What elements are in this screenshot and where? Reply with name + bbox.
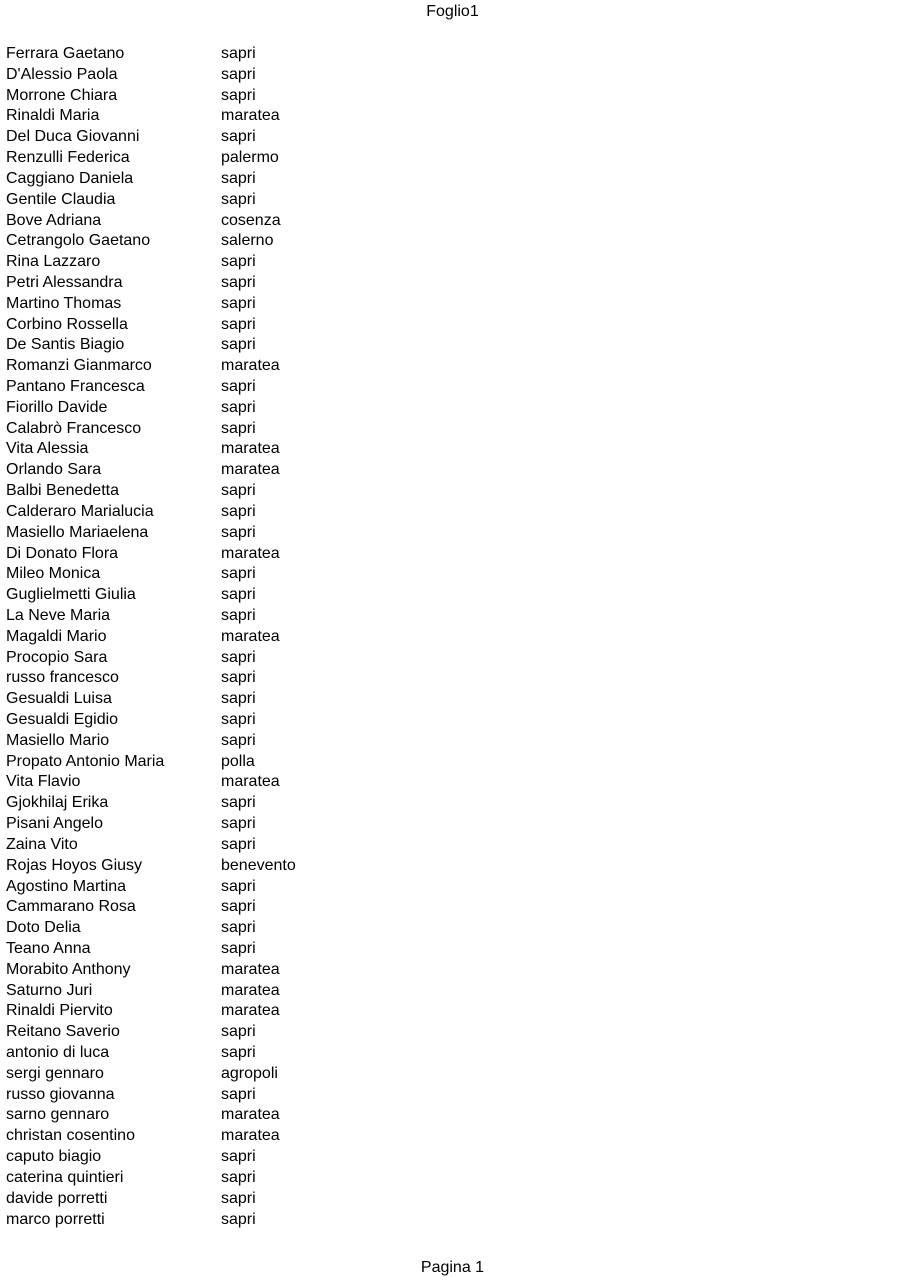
person-name: Martino Thomas bbox=[6, 294, 122, 312]
person-name: Teano Anna bbox=[6, 939, 91, 957]
city-name: maratea bbox=[221, 461, 280, 479]
city-name: sapri bbox=[221, 1148, 256, 1166]
person-name: christan cosentino bbox=[6, 1127, 135, 1145]
city-name: sapri bbox=[221, 398, 256, 416]
person-name: Calderaro Marialucia bbox=[6, 502, 154, 520]
city-name: sapri bbox=[221, 169, 256, 187]
person-name: Morabito Anthony bbox=[6, 960, 131, 978]
list-item bbox=[6, 148, 296, 169]
person-name: De Santis Biagio bbox=[6, 336, 125, 354]
person-name: Caggiano Daniela bbox=[6, 169, 134, 187]
list-item bbox=[6, 294, 296, 315]
list-item bbox=[6, 481, 296, 502]
list-item bbox=[6, 315, 296, 336]
city-name: maratea bbox=[221, 981, 280, 999]
person-name: Mileo Monica bbox=[6, 565, 101, 583]
person-name: Petri Alessandra bbox=[6, 273, 123, 291]
list-item bbox=[6, 918, 296, 939]
sheet-title: Foglio1 bbox=[426, 3, 479, 20]
city-name: sapri bbox=[221, 939, 256, 957]
city-name: sapri bbox=[221, 253, 256, 271]
person-name: La Neve Maria bbox=[6, 606, 111, 624]
person-name: Agostino Martina bbox=[6, 877, 127, 895]
list-item bbox=[6, 169, 296, 190]
person-name: russo giovanna bbox=[6, 1085, 115, 1103]
city-name: palermo bbox=[221, 149, 279, 167]
person-name: antonio di luca bbox=[6, 1044, 110, 1061]
list-item bbox=[6, 606, 296, 627]
list-item bbox=[6, 1210, 296, 1231]
city-name: sapri bbox=[221, 1044, 256, 1061]
person-name: Gjokhilaj Erika bbox=[6, 794, 109, 812]
list-item bbox=[6, 356, 296, 377]
city-name: sapri bbox=[221, 1023, 256, 1041]
city-name: maratea bbox=[221, 960, 280, 978]
person-name: Gesualdi Luisa bbox=[6, 690, 112, 708]
city-name: salerno bbox=[221, 232, 274, 250]
person-name: caputo biagio bbox=[6, 1148, 102, 1166]
list-item bbox=[6, 127, 296, 148]
city-name: sapri bbox=[221, 128, 256, 146]
list-item bbox=[6, 460, 296, 481]
list-item bbox=[6, 335, 296, 356]
person-name: Doto Delia bbox=[6, 919, 81, 937]
city-name: sapri bbox=[221, 565, 256, 583]
list-item bbox=[6, 1085, 296, 1106]
list-item bbox=[6, 856, 296, 877]
list-item bbox=[6, 960, 296, 981]
list-item bbox=[6, 689, 296, 710]
list-item bbox=[6, 897, 296, 918]
list-item bbox=[6, 252, 296, 273]
list-item bbox=[6, 1189, 296, 1210]
city-name: maratea bbox=[221, 1106, 280, 1124]
person-name: Orlando Sara bbox=[6, 461, 102, 479]
list-item bbox=[6, 523, 296, 544]
person-name: Bove Adriana bbox=[6, 211, 102, 229]
person-name: sarno gennaro bbox=[6, 1106, 110, 1124]
city-name: maratea bbox=[221, 440, 280, 458]
person-name: Balbi Benedetta bbox=[6, 482, 119, 500]
person-name: Procopio Sara bbox=[6, 648, 108, 666]
city-name: sapri bbox=[221, 877, 256, 895]
list-item bbox=[6, 835, 296, 856]
city-name: sapri bbox=[221, 294, 256, 312]
city-name: sapri bbox=[221, 690, 256, 708]
city-name: sapri bbox=[221, 86, 256, 104]
list-item bbox=[6, 1022, 296, 1043]
person-name: russo francesco bbox=[6, 669, 119, 687]
person-name: Morrone Chiara bbox=[6, 86, 118, 104]
city-name: sapri bbox=[221, 1085, 256, 1103]
city-name: sapri bbox=[221, 648, 256, 666]
person-name: Reitano Saverio bbox=[6, 1023, 120, 1041]
person-name: Di Donato Flora bbox=[6, 544, 119, 562]
person-name: Magaldi Mario bbox=[6, 627, 107, 645]
city-name: sapri bbox=[221, 273, 256, 291]
list-item bbox=[6, 231, 296, 252]
city-name: sapri bbox=[221, 315, 256, 333]
list-item bbox=[6, 981, 296, 1002]
city-name: sapri bbox=[221, 835, 256, 853]
person-name: Vita Alessia bbox=[6, 440, 89, 458]
city-name: sapri bbox=[221, 794, 256, 812]
person-name: Guglielmetti Giulia bbox=[6, 586, 136, 604]
list-item bbox=[6, 1126, 296, 1147]
city-name: sapri bbox=[221, 482, 256, 500]
city-name: sapri bbox=[221, 336, 256, 354]
person-name: Vita Flavio bbox=[6, 773, 81, 791]
list-item bbox=[6, 1105, 296, 1126]
list-item bbox=[6, 439, 296, 460]
city-name: sapri bbox=[221, 378, 256, 395]
city-name: sapri bbox=[221, 815, 256, 833]
list-item bbox=[6, 86, 296, 107]
city-name: sapri bbox=[221, 190, 256, 208]
person-name: Rojas Hoyos Giusy bbox=[6, 856, 143, 874]
list-item bbox=[6, 877, 296, 898]
list-item bbox=[6, 564, 296, 585]
person-name: Propato Antonio Maria bbox=[6, 752, 165, 770]
list-item bbox=[6, 190, 296, 211]
list-item bbox=[6, 273, 296, 294]
person-name: Pantano Francesca bbox=[6, 378, 145, 395]
list-item bbox=[6, 1043, 296, 1064]
city-name: sapri bbox=[221, 1189, 256, 1207]
city-name: sapri bbox=[221, 919, 256, 937]
person-name: Zaina Vito bbox=[6, 835, 78, 853]
list-item bbox=[6, 377, 296, 398]
list-item bbox=[6, 752, 296, 773]
person-name: Fiorillo Davide bbox=[6, 398, 108, 416]
person-name: Masiello Mariaelena bbox=[6, 523, 149, 541]
list-item bbox=[6, 1001, 296, 1022]
city-name: maratea bbox=[221, 773, 280, 791]
list-item bbox=[6, 627, 296, 648]
city-name: sapri bbox=[221, 1210, 256, 1228]
list-item bbox=[6, 814, 296, 835]
person-name: Pisani Angelo bbox=[6, 815, 103, 833]
city-name: sapri bbox=[221, 419, 256, 437]
list-item bbox=[6, 668, 296, 689]
person-name: Cetrangolo Gaetano bbox=[6, 232, 151, 250]
list-item bbox=[6, 419, 296, 440]
city-name: sapri bbox=[221, 586, 256, 604]
list-item bbox=[6, 544, 296, 565]
person-name: Rinaldi Piervito bbox=[6, 1002, 113, 1020]
person-name: Cammarano Rosa bbox=[6, 898, 136, 916]
city-name: cosenza bbox=[221, 211, 281, 229]
list-item bbox=[6, 44, 296, 65]
city-name: maratea bbox=[221, 1002, 280, 1020]
person-name: Calabrò Francesco bbox=[6, 419, 142, 437]
city-name: sapri bbox=[221, 523, 256, 541]
list-item bbox=[6, 939, 296, 960]
person-name: Masiello Mario bbox=[6, 731, 110, 749]
list-item bbox=[6, 65, 296, 86]
person-name: Renzulli Federica bbox=[6, 149, 130, 167]
list-item bbox=[6, 1064, 296, 1085]
list-item bbox=[6, 731, 296, 752]
person-name: Del Duca Giovanni bbox=[6, 128, 140, 146]
list-item bbox=[6, 1168, 296, 1189]
person-name: D'Alessio Paola bbox=[6, 65, 118, 83]
person-name: Gentile Claudia bbox=[6, 190, 116, 208]
city-name: sapri bbox=[221, 65, 256, 83]
person-name: davide porretti bbox=[6, 1189, 108, 1207]
list-item bbox=[6, 398, 296, 419]
city-name: maratea bbox=[221, 357, 280, 375]
city-name: maratea bbox=[221, 544, 280, 562]
city-name: sapri bbox=[221, 669, 256, 687]
city-name: sapri bbox=[221, 1168, 256, 1186]
city-name: maratea bbox=[221, 1127, 280, 1145]
city-name: sapri bbox=[221, 606, 256, 624]
list-item bbox=[6, 793, 296, 814]
city-name: agropoli bbox=[221, 1064, 278, 1082]
list-item bbox=[6, 1147, 296, 1168]
city-name: sapri bbox=[221, 711, 256, 728]
list-item bbox=[6, 106, 296, 127]
person-name: Rina Lazzaro bbox=[6, 253, 101, 271]
person-name: Corbino Rossella bbox=[6, 315, 128, 333]
person-name: Romanzi Gianmarco bbox=[6, 357, 152, 375]
list-item bbox=[6, 772, 296, 793]
name-city-list bbox=[6, 44, 296, 1230]
person-name: Gesualdi Egidio bbox=[6, 711, 119, 728]
list-item bbox=[6, 585, 296, 606]
city-name: sapri bbox=[221, 898, 256, 916]
city-name: sapri bbox=[221, 731, 256, 749]
person-name: marco porretti bbox=[6, 1210, 105, 1228]
city-name: maratea bbox=[221, 627, 280, 645]
city-name: maratea bbox=[221, 107, 280, 125]
list-item bbox=[6, 502, 296, 523]
city-name: benevento bbox=[221, 856, 296, 874]
list-item bbox=[6, 710, 296, 731]
page-number: Pagina 1 bbox=[420, 1259, 485, 1276]
person-name: Saturno Juri bbox=[6, 981, 93, 999]
list-item bbox=[6, 648, 296, 669]
person-name: Ferrara Gaetano bbox=[6, 45, 125, 62]
person-name: sergi gennaro bbox=[6, 1064, 104, 1082]
person-name: Rinaldi Maria bbox=[6, 107, 100, 125]
person-name: caterina quintieri bbox=[6, 1168, 124, 1186]
city-name: sapri bbox=[221, 502, 256, 520]
city-name: polla bbox=[221, 752, 255, 770]
city-name: sapri bbox=[221, 45, 256, 62]
list-item bbox=[6, 211, 296, 232]
